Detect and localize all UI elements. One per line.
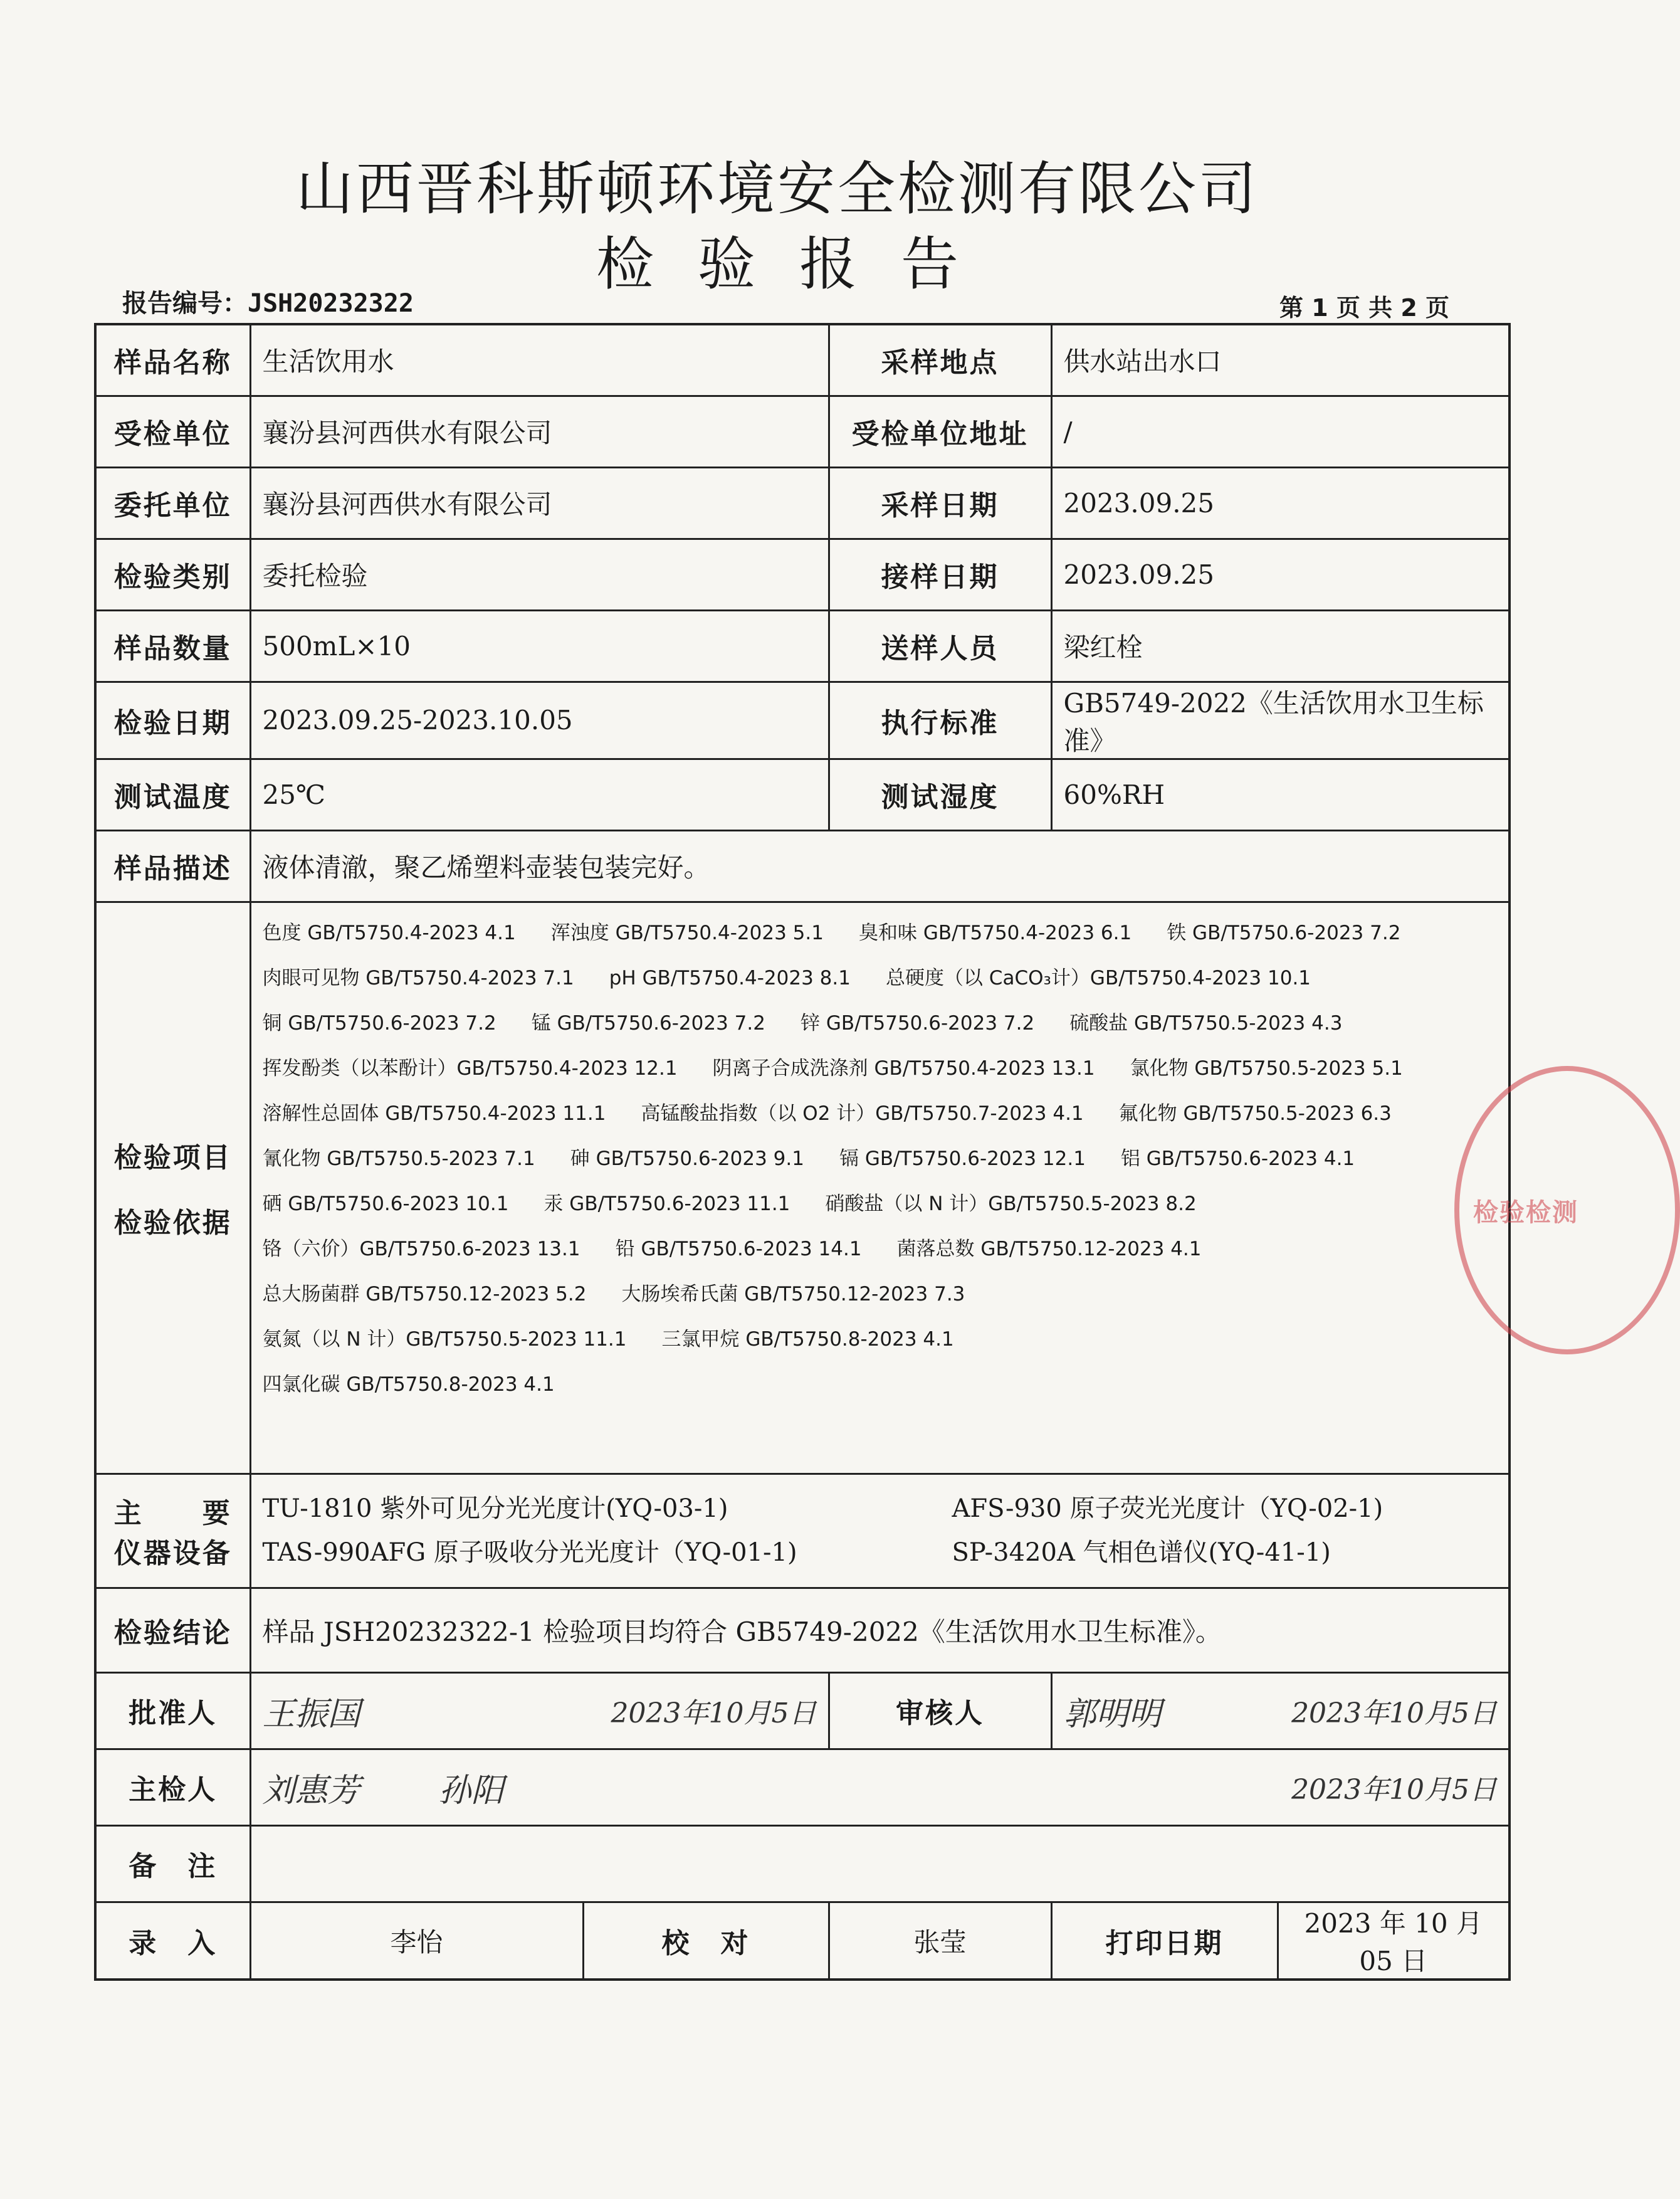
red-seal-stamp <box>1454 1066 1680 1354</box>
equipment-label-line1: 主 要 <box>113 1497 232 1529</box>
company-name: 山西晋科斯顿环境安全检测有限公司 <box>295 156 1259 223</box>
inspection-item: 锌 GB/T5750.6-2023 7.2 <box>800 1011 1035 1035</box>
inspection-item: 高锰酸盐指数（以 O2 计）GB/T5750.7-2023 4.1 <box>641 1102 1084 1125</box>
inspection-item: 肉眼可见物 GB/T5750.4-2023 7.1 <box>262 966 574 989</box>
inspection-item: 菌落总数 GB/T5750.12-2023 4.1 <box>896 1237 1202 1260</box>
sender-label: 送样人员 <box>829 610 1051 682</box>
entry-value: 李怡 <box>250 1902 583 1980</box>
inspection-item: 臭和味 GB/T5750.4-2023 6.1 <box>858 921 1132 944</box>
inspection-item: 镉 GB/T5750.6-2023 12.1 <box>839 1147 1086 1170</box>
inspection-item: 硒 GB/T5750.6-2023 10.1 <box>262 1192 509 1215</box>
inspection-item: 浑浊度 GB/T5750.4-2023 5.1 <box>550 921 824 944</box>
quantity-label: 样品数量 <box>95 610 250 682</box>
inspection-item: 铅 GB/T5750.6-2023 14.1 <box>615 1237 862 1260</box>
sampling-date-value: 2023.09.25 <box>1051 467 1509 539</box>
inspection-item: 色度 GB/T5750.4-2023 4.1 <box>262 921 516 944</box>
approver-signature: 王振国 <box>262 1695 360 1733</box>
standard-label: 执行标准 <box>829 682 1051 759</box>
inspection-item: 三氯甲烷 GB/T5750.8-2023 4.1 <box>661 1327 954 1351</box>
reviewer-signature: 郭明明 <box>1063 1695 1162 1733</box>
category-label: 检验类别 <box>95 539 250 610</box>
items-container <box>263 903 1498 1407</box>
inspection-item: 硫酸盐 GB/T5750.5-2023 4.3 <box>1069 1011 1343 1035</box>
equipment-label-line2: 仪器设备 <box>113 1537 232 1569</box>
equipment-item: SP-3420A 气相色谱仪(YQ-41-1) <box>952 1538 1331 1567</box>
inspection-item: 氨氮（以 N 计）GB/T5750.5-2023 11.1 <box>262 1327 627 1351</box>
items-line <box>263 1317 1498 1362</box>
category-value: 委托检验 <box>250 539 829 610</box>
items-line <box>263 1181 1498 1226</box>
inspection-item: 四氯化碳 GB/T5750.8-2023 4.1 <box>262 1373 555 1396</box>
inspection-item: 阴离子合成洗涤剂 GB/T5750.4-2023 13.1 <box>712 1057 1095 1080</box>
approver-cell <box>250 1672 829 1749</box>
inspected-address-value: / <box>1051 396 1509 467</box>
inspection-item: 氯化物 GB/T5750.5-2023 5.1 <box>1130 1057 1403 1080</box>
items-line <box>263 1046 1498 1091</box>
equipment-label <box>95 1474 250 1588</box>
inspection-item: 砷 GB/T5750.6-2023 9.1 <box>570 1147 804 1170</box>
inspection-item: 大肠埃希氏菌 GB/T5750.12-2023 7.3 <box>621 1282 965 1305</box>
equipment-item: AFS-930 原子荧光光度计（YQ-02-1) <box>952 1494 1383 1523</box>
items-list <box>250 902 1509 1474</box>
report-title: 检验报告 <box>596 231 1002 298</box>
items-label-line2: 检验依据 <box>113 1207 232 1239</box>
sample-site-label: 采样地点 <box>829 324 1051 396</box>
report-number: 报告编号：JSH20232322 <box>122 289 414 318</box>
inspection-item: 氟化物 GB/T5750.5-2023 6.3 <box>1118 1102 1392 1125</box>
proof-label: 校 对 <box>583 1902 829 1980</box>
reviewer-cell <box>1051 1672 1509 1749</box>
page-number: 第 1 页 共 2 页 <box>1279 294 1449 322</box>
description-value: 液体清澈，聚乙烯塑料壶装包装完好。 <box>250 830 1509 902</box>
humidity-label: 测试湿度 <box>829 759 1051 830</box>
test-date-label: 检验日期 <box>95 682 250 759</box>
humidity-value: 60%RH <box>1051 759 1509 830</box>
items-line <box>263 1226 1498 1272</box>
print-date-value: 2023 年 10 月 05 日 <box>1278 1902 1509 1980</box>
remark-label: 备 注 <box>95 1825 250 1902</box>
inspection-item: 铝 GB/T5750.6-2023 4.1 <box>1120 1147 1355 1170</box>
sampling-date-label: 采样日期 <box>829 467 1051 539</box>
items-line <box>263 1001 1498 1046</box>
inspection-item: 铁 GB/T5750.6-2023 7.2 <box>1167 921 1401 944</box>
receive-date-label: 接样日期 <box>829 539 1051 610</box>
items-line <box>263 910 1498 956</box>
client-value: 襄汾县河西供水有限公司 <box>250 467 829 539</box>
approver-label: 批准人 <box>95 1672 250 1749</box>
standard-value: GB5749-2022《生活饮用水卫生标准》 <box>1051 682 1509 759</box>
equipment-item: TAS-990AFG 原子吸收分光光度计（YQ-01-1) <box>262 1538 797 1567</box>
items-line <box>263 956 1498 1001</box>
temperature-value: 25℃ <box>250 759 829 830</box>
sample-site-value: 供水站出水口 <box>1051 324 1509 396</box>
inspection-item: 溶解性总固体 GB/T5750.4-2023 11.1 <box>262 1102 606 1125</box>
inspection-item: pH GB/T5750.4-2023 8.1 <box>609 966 851 989</box>
approver-date: 2023年10月5日 <box>611 1697 817 1729</box>
conclusion-label: 检验结论 <box>95 1588 250 1672</box>
sender-value: 梁红栓 <box>1051 610 1509 682</box>
entry-label: 录 入 <box>95 1902 250 1980</box>
conclusion-value: 样品 JSH20232322-1 检验项目均符合 GB5749-2022《生活饮用水卫生标准》。 <box>250 1588 1509 1672</box>
print-date-label: 打印日期 <box>1051 1902 1278 1980</box>
inspection-item: 铬（六价）GB/T5750.6-2023 13.1 <box>262 1237 580 1260</box>
inspection-item: 硝酸盐（以 N 计）GB/T5750.5-2023 8.2 <box>825 1192 1197 1215</box>
items-label-line1: 检验项目 <box>113 1142 232 1174</box>
inspector-signature-2: 孙阳 <box>438 1771 504 1810</box>
inspected-address-label: 受检单位地址 <box>829 396 1051 467</box>
inspection-item: 挥发酚类（以苯酚计）GB/T5750.4-2023 12.1 <box>262 1057 678 1080</box>
items-line <box>263 1136 1498 1181</box>
report-table <box>94 323 1511 1981</box>
inspection-item: 总大肠菌群 GB/T5750.12-2023 5.2 <box>262 1282 587 1305</box>
items-line <box>263 1091 1498 1136</box>
inspection-item: 锰 GB/T5750.6-2023 7.2 <box>531 1011 765 1035</box>
description-label: 样品描述 <box>95 830 250 902</box>
equipment-item: TU-1810 紫外可见分光光度计(YQ-03-1) <box>262 1494 728 1523</box>
test-date-value: 2023.09.25-2023.10.05 <box>250 682 829 759</box>
reviewer-date: 2023年10月5日 <box>1291 1697 1498 1729</box>
inspection-item: 汞 GB/T5750.6-2023 11.1 <box>543 1192 790 1215</box>
temperature-label: 测试温度 <box>95 759 250 830</box>
inspection-item: 总硬度（以 CaCO₃计）GB/T5750.4-2023 10.1 <box>885 966 1311 989</box>
inspector-label: 主检人 <box>95 1749 250 1825</box>
items-line <box>263 1272 1498 1317</box>
quantity-value: 500mL×10 <box>250 610 829 682</box>
inspector-signature-1: 刘惠芳 <box>262 1771 360 1810</box>
sample-name-value: 生活饮用水 <box>250 324 829 396</box>
inspector-cell <box>250 1749 1509 1825</box>
sample-name-label: 样品名称 <box>95 324 250 396</box>
items-label <box>95 902 250 1474</box>
inspection-item: 铜 GB/T5750.6-2023 7.2 <box>262 1011 496 1035</box>
equipment-list <box>250 1474 1509 1588</box>
proof-value: 张莹 <box>829 1902 1051 1980</box>
inspection-item: 氰化物 GB/T5750.5-2023 7.1 <box>262 1147 535 1170</box>
remark-value <box>250 1825 1509 1902</box>
inspector-date: 2023年10月5日 <box>1291 1774 1498 1806</box>
inspected-unit-label: 受检单位 <box>95 396 250 467</box>
inspected-unit-value: 襄汾县河西供水有限公司 <box>250 396 829 467</box>
items-line <box>263 1362 1498 1407</box>
reviewer-label: 审核人 <box>829 1672 1051 1749</box>
client-label: 委托单位 <box>95 467 250 539</box>
stamp-text: 检验检测 <box>1473 1198 1578 1227</box>
receive-date-value: 2023.09.25 <box>1051 539 1509 610</box>
